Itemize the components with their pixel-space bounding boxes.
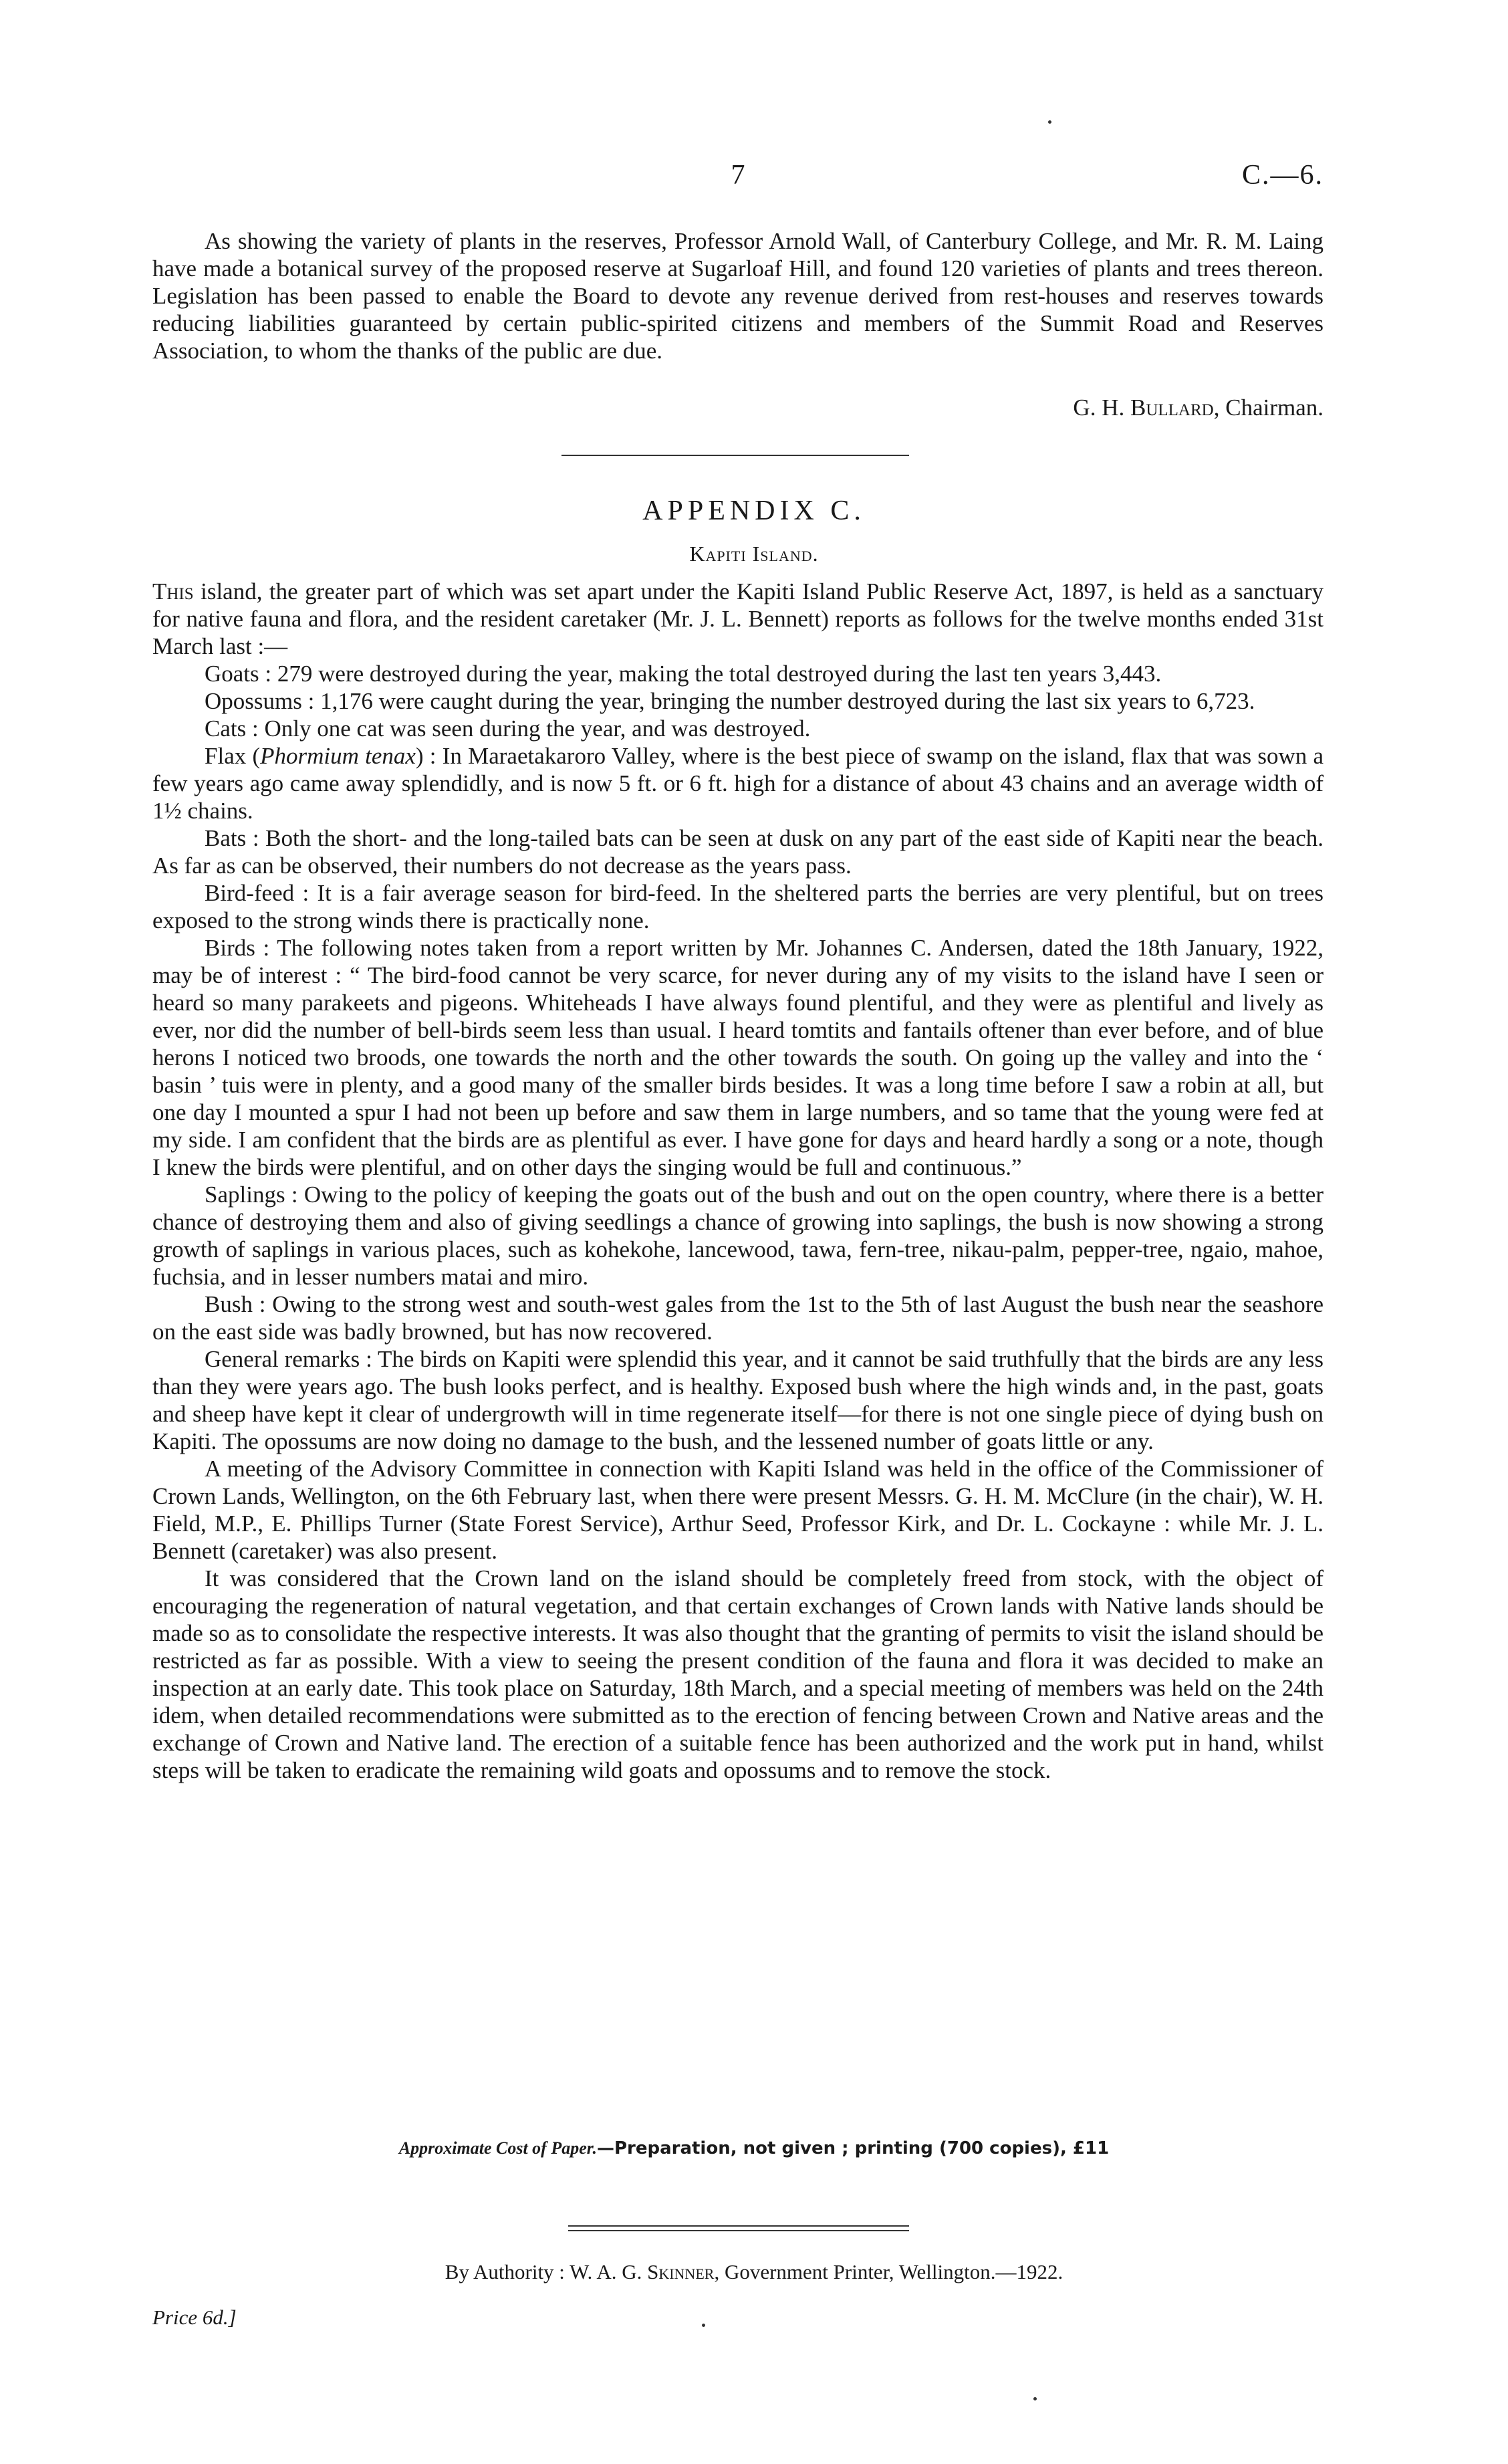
intro-section xyxy=(152,227,1324,364)
appendix-body xyxy=(152,578,1324,1784)
paragraph-intro-text: island, the greater part of which was set apart under the Kapiti Island Public Reserve Act, 1897, is held as a sanctuary for native fauna and flora, and the resident caretaker (Mr. J. L. Bennett) reports as follows for the twelve months ended 31st March last :— xyxy=(152,578,1324,659)
scan-speck xyxy=(702,2324,705,2327)
paragraph-birds: Birds : The following notes taken from a report written by Mr. Johannes C. Andersen, dated the 18th January, 1922, may be of interest : “ The bird-food cannot be very scarce, for never during any of my visits to the island have I seen or heard so many parakeets and pigeons. Whiteheads I have always found plentiful, and they were as plentiful and lively as ever, nor did the number of bell-birds seem less than usual. I heard tomtits and fantails oftener than ever before, and of blue herons I noticed two broods, one towards the north and the other towards the south. On going up the valley and into the ‘ basin ’ tuis were in plenty, and a good many of the smaller birds besides. It was a long time before I saw a robin at all, but one day I mounted a spur I had not been up before and saw them in large numbers, and so tame that the young were fed at my side. I am confident that the birds are as plentiful as ever. I have gone for days and heard hardly a song or a note, though I knew the birds were plentiful, and on other days the singing would be full and continuous.” xyxy=(152,935,1324,1180)
paragraph-general-remarks: General remarks : The birds on Kapiti were splendid this year, and it cannot be said truthfully that the birds are any less than they were years ago. The bush looks perfect, and is healthy. Exposed bush where the high winds and, in the past, goats and sheep have kept it clear of undergrowth will in time regenerate itself—for there is not one single piece of dying bush on Kapiti. The opossums are now doing no damage to the bush, and the lessened number of goats little or any. xyxy=(152,1346,1324,1454)
appendix-title: APPENDIX C. xyxy=(642,495,866,526)
authority-name: Skinner xyxy=(647,2260,715,2283)
paragraph-lead-word: This xyxy=(152,578,194,604)
cost-label: Approximate Cost of Paper. xyxy=(398,2138,597,2158)
paragraph-flax xyxy=(152,742,1324,824)
footer-divider-top xyxy=(568,2225,909,2227)
signature xyxy=(1073,395,1324,421)
signature-name: Bullard xyxy=(1130,395,1214,421)
authority-prefix: By Authority : W. A. G. xyxy=(445,2260,648,2283)
signature-initials: G. H. xyxy=(1073,395,1125,421)
cost-note xyxy=(0,2138,1508,2158)
paragraph-bush: Bush : Owing to the strong west and south-west gales from the 1st to the 5th of last August the bush near the seashore on the east side was badly browned, but has now recovered. xyxy=(152,1291,1324,1345)
paragraph-goats: Goats : 279 were destroyed during the year, making the total destroyed during the last ten years 3,443. xyxy=(205,661,1162,687)
flax-text-a: Flax ( xyxy=(205,743,261,769)
authority-suffix: , Government Printer, Wellington.—1922. xyxy=(714,2260,1063,2283)
document-reference: C.—6. xyxy=(1241,160,1324,191)
paragraph-cats: Cats : Only one cat was seen during the year, and was destroyed. xyxy=(205,715,811,742)
paragraph-bats: Bats : Both the short- and the long-tailed bats can be seen at dusk on any part of the east side of Kapiti near the beach. As far as can be observed, their numbers do not decrease as the years pass. xyxy=(152,825,1324,879)
signature-title: , Chairman. xyxy=(1213,395,1324,421)
page-number: 7 xyxy=(731,160,745,191)
page-header xyxy=(152,159,1324,199)
paragraph-opossums: Opossums : 1,176 were caught during the year, bringing the number destroyed during the last six years to 6,723. xyxy=(205,688,1255,714)
paragraph-considered: It was considered that the Crown land on the island should be completely freed from stock, with the object of encouraging the regeneration of natural vegetation, and that certain exchanges of Crown lands with Native lands should be made so as to consolidate the respective interests. It was also thought that the granting of permits to visit the island should be restricted as far as possible. With a view to seeing the present condition of the fauna and flora it was decided to make an inspection at an early date. This took place on Saturday, 18th March, and a special meeting of members was held on the 24th idem, when detailed recommendations were submitted as to the erection of fencing between Crown and Native areas and the exchange of Crown and Native land. The erection of a suitable fence has been authorized and the work put in hand, whilst steps will be taken to eradicate the remaining wild goats and opossums and to remove the stock. xyxy=(152,1565,1324,1783)
appendix-subtitle: Kapiti Island. xyxy=(689,542,819,566)
printer-authority xyxy=(0,2260,1508,2284)
paragraph-birdfeed: Bird-feed : It is a fair average season for bird-feed. In the sheltered parts the berries are very plentiful, but on trees exposed to the strong winds there is practically none. xyxy=(152,880,1324,933)
footer-divider-bottom xyxy=(568,2230,909,2231)
scan-speck xyxy=(1033,2397,1037,2400)
intro-paragraph: As showing the variety of plants in the reserves, Professor Arnold Wall, of Canterbury College, and Mr. R. M. Laing have made a botanical survey of the proposed reserve at Sugarloaf Hill, and found 120 varieties of plants and trees thereon. Legislation has been passed to enable the Board to devote any revenue derived from rest-houses and reserves towards reducing liabilities guaranteed by certain public-spirited citizens and members of the Summit Road and Reserves Association, to whom the thanks of the public are due. xyxy=(152,228,1324,364)
price-note: Price 6d.] xyxy=(152,2306,237,2329)
section-divider xyxy=(561,455,909,456)
scan-speck xyxy=(1048,120,1051,124)
paragraph-saplings: Saplings : Owing to the policy of keeping the goats out of the bush and out on the open country, where there is a better chance of destroying them and also of giving seedlings a chance of growing into saplings, the bush is now showing a strong growth of saplings in various places, such as kohekohe, lancewood, tawa, fern-tree, nikau-palm, pepper-tree, ngaio, mahoe, fuchsia, and in lesser numbers matai and miro. xyxy=(152,1182,1324,1290)
paragraph-meeting: A meeting of the Advisory Committee in connection with Kapiti Island was held in the office of the Commissioner of Crown Lands, Wellington, on the 6th February last, when there were present Messrs. G. H. M. McClure (in the chair), W. H. Field, M.P., E. Phillips Turner (State Forest Service), Arthur Seed, Professor Kirk, and Dr. L. Cockayne : while Mr. J. L. Bennett (caretaker) was also present. xyxy=(152,1456,1324,1564)
paragraph-intro xyxy=(152,578,1324,660)
flax-species: Phormium tenax xyxy=(260,743,416,769)
flax-text-b: ) : In Maraetakaroro Valley, where is the best piece of swamp on the island, flax that was sown a few years ago came away splendidly, and is now 5 ft. or 6 ft. high for a distance of about 43 chains and an average width of 1½ chains. xyxy=(152,743,1324,824)
cost-text: —Preparation, not given ; printing (700 copies), £11 xyxy=(596,2138,1110,2158)
